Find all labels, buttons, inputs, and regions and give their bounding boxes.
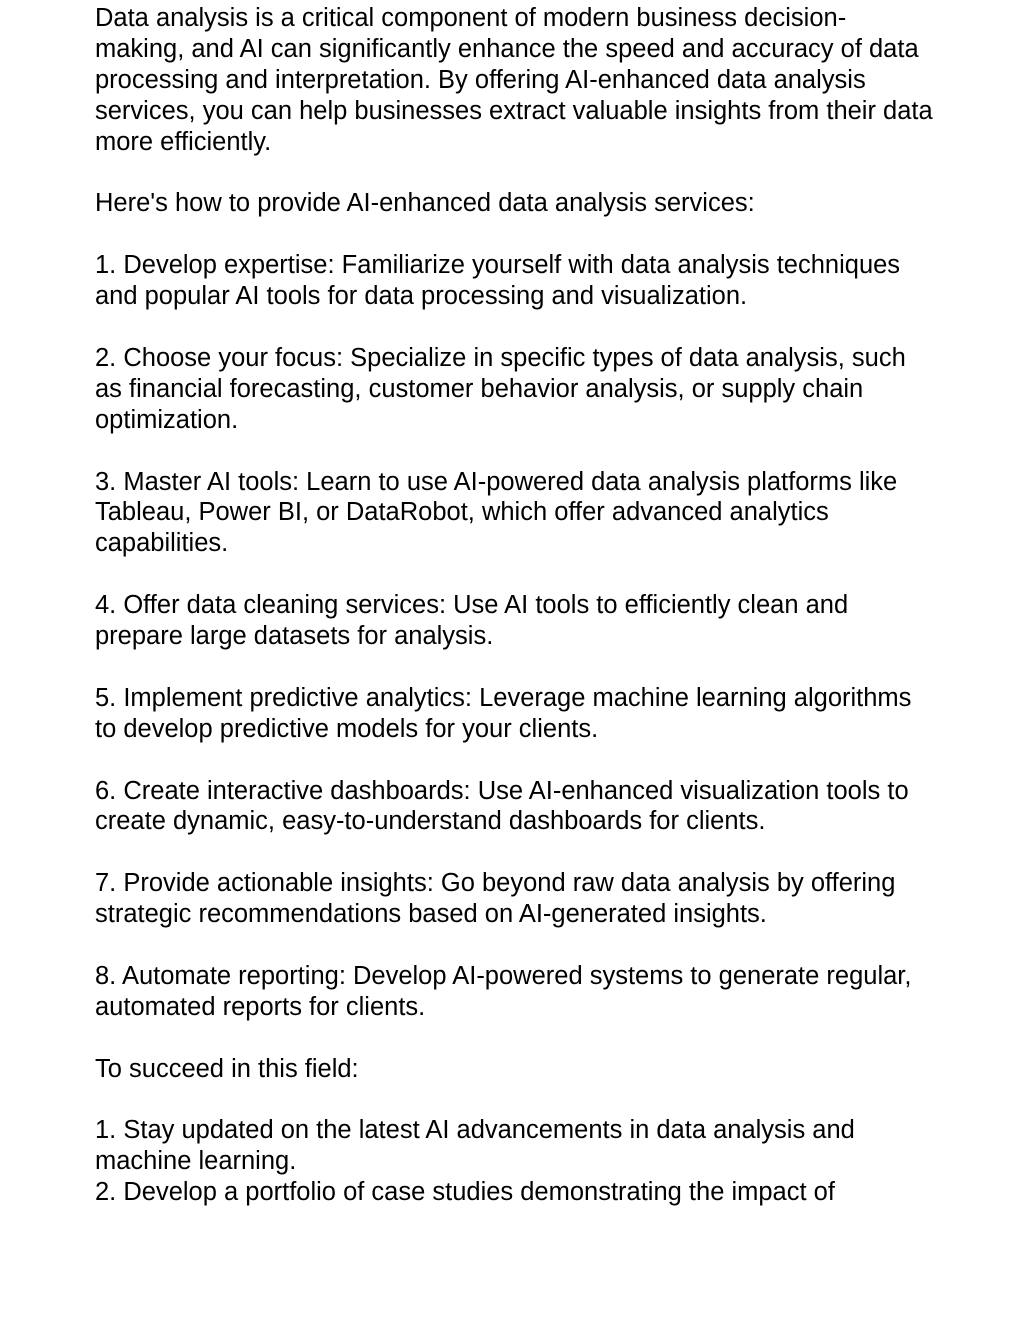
success-heading: To succeed in this field: xyxy=(95,1054,359,1083)
tip-item: 2. Develop a portfolio of case studies demonstrating the impact of xyxy=(95,1178,835,1207)
howto-heading: Here's how to provide AI-enhanced data analysis services: xyxy=(95,189,755,218)
intro-paragraph: Data analysis is a critical component of modern business decision-making, and AI can significantly enhance the speed and accuracy of data processing and interpretation. By offering AI-enhanced data analysis services, you can help businesses extract valuable insights from their data more efficiently. xyxy=(95,4,933,156)
step-item: 1. Develop expertise: Familiarize yourself with data analysis techniques and popular AI tools for data processing and visualization. xyxy=(95,251,901,311)
step-item: 5. Implement predictive analytics: Leverage machine learning algorithms to develop predictive models for your clients. xyxy=(95,683,912,743)
step-item: 6. Create interactive dashboards: Use AI-enhanced visualization tools to create dynamic, easy-to-understand dashboards for clients. xyxy=(95,776,909,836)
document-body xyxy=(95,3,935,1208)
step-item: 4. Offer data cleaning services: Use AI tools to efficiently clean and prepare large datasets for analysis. xyxy=(95,591,849,651)
step-item: 7. Provide actionable insights: Go beyond raw data analysis by offering strategic recommendations based on AI-generated insights. xyxy=(95,869,896,929)
step-item: 3. Master AI tools: Learn to use AI-powered data analysis platforms like Tableau, Power BI, or DataRobot, which offer advanced analytics capabilities. xyxy=(95,467,898,558)
step-item: 2. Choose your focus: Specialize in specific types of data analysis, such as financial forecasting, customer behavior analysis, or supply chain optimization. xyxy=(95,343,906,434)
tip-item: 1. Stay updated on the latest AI advancements in data analysis and machine learning. xyxy=(95,1116,855,1176)
step-item: 8. Automate reporting: Develop AI-powered systems to generate regular, automated reports for clients. xyxy=(95,961,912,1021)
